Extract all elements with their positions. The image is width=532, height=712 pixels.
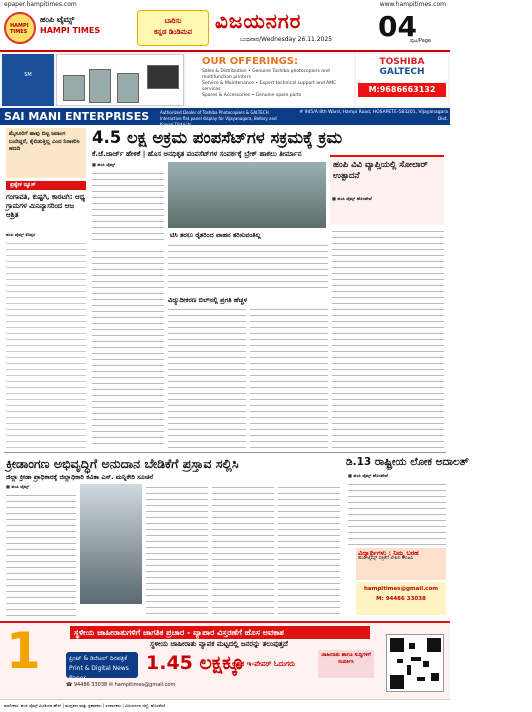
brand-toshiba: TOSHIBA [379, 57, 425, 67]
display-panel-icon [147, 65, 179, 89]
toshiba-brand [356, 54, 448, 106]
print-english: Print & Digital News Paper [69, 665, 129, 682]
lead-body-col2 [92, 248, 164, 448]
lead-body-col1 [92, 170, 164, 244]
promo-contact-box: ಜಾಹೀರಾತು ಹಾಗೂ ಸುದ್ದಿಗಳಿಗೆ ಸಂಪರ್ಕಿಸಿ [318, 650, 374, 678]
brand-galtech: GALTECH [379, 67, 425, 77]
hampi-times-logo [4, 12, 36, 44]
qr-code-icon[interactable] [386, 634, 444, 692]
sports-body-col2 [146, 484, 208, 618]
page-footer: ಮಾಲೀಕರು: ಹಂಪಿ ಟೈಮ್ಸ್ ಮೀಡಿಯಾ ಹೌಸ್ | ಮುದ್ರಕರು ಮತ್ತು ಪ್ರಕಾಶಕರು | ಸಂಪಾದಕರು | ವಿಜಯನಗರ ಜಿಲ್ಲೆ, ಹೊಸಪೇಟೆ [0, 699, 450, 711]
logo-text: HAMPI TIMES [10, 23, 29, 35]
copier-icon [63, 75, 85, 101]
lead-body-col4 [250, 306, 328, 448]
promo-contact[interactable]: ☎ 94486 33038 ✉ hampitimes@gmail.com [66, 682, 176, 688]
tagline-line-2: ಕನ್ನಡ ಡಿಂಡಿಮವ [154, 28, 192, 36]
lead-body-under-photo [168, 242, 328, 292]
promo-headline: ಸ್ಥಳೀಯ ಜಾಹೀರಾತುಗಳಿಗೆ ಜಾಗತಿಕ ಪ್ರಚಾರ - ವ್ಯಾಪಾರ ವಿಸ್ತರಣೆಗೆ ಹೊಸ ಅವಕಾಶ [70, 626, 370, 639]
copier-icon [117, 73, 139, 103]
edition-city: ವಿಜಯನಗರ [215, 9, 302, 33]
lead-headline: 4.5 ಲಕ್ಷ ಅಕ್ರಮ ಪಂಪಸೆಟ್‌ಗಳ ಸಕ್ರಮಕ್ಕೆ ಕ್ರಮ [92, 128, 343, 147]
sports-byline: ■ ಹಂಪಿ ಟೈಮ್ಸ್ [6, 484, 30, 489]
offerings-panel [186, 54, 354, 106]
readership-count: 1.45 ಲಕ್ಷಕ್ಕೂ [146, 652, 245, 674]
promo-subhead: ಸ್ಥಳೀಯ ಜಾಹೀರಾತು ವ್ಯಾಪಕ ಮಟ್ಟದಲ್ಲಿ ಜನರನ್ನು ತಲುಪುತ್ತದೆ [150, 640, 288, 648]
offerings-title: OUR OFFERINGS: [202, 56, 298, 67]
dealer-text: Authorized Dealer of Toshiba Photocopiers & GALTECH Interactive flat panel display for Vijayanagara, Bellary and Koppal Districts [160, 110, 277, 127]
offering-item: Spares & Accessories • Genuine spare parts [202, 93, 302, 98]
contact-email[interactable]: hampitimes@gmail.com [364, 586, 438, 592]
copier-images [56, 54, 184, 106]
contact-box [356, 582, 446, 615]
tagline-line-1: ಬಾರಿಸು [164, 17, 182, 25]
lead-col-heading: ವಿದ್ಯುದೀಕರಣ ಬಿಲ್‌ನಲ್ಲಿ ಪ್ರಗತಿ ಹೆಚ್ಚಳ [168, 296, 248, 304]
side-story-box [330, 155, 444, 225]
section-label: ಪ್ರತ್ಯೇಕ ನ್ಯೂಸ್ [6, 181, 86, 190]
promo-number-one [6, 622, 60, 691]
brand-name [40, 14, 100, 36]
student-writing-box [356, 548, 446, 580]
tagline-box [137, 10, 209, 46]
sports-body-col3 [212, 484, 274, 618]
readership-note: ಅಧಿಕ ಇ-ಪೇಪರ್ ಓದುಗರು [232, 660, 296, 668]
adalat-headline: ಡಿ.13 ರಾಷ್ಟ್ರೀಯ ಲೋಕ ಅದಾಲತ್ [346, 456, 469, 468]
sports-headline: ಕ್ರೀಡಾಂಗಣ ಅಭಿವೃದ್ಧಿಗೆ ಅನುದಾನ ಬೇಡಿಕೆಗೆ ಪ್ರಸ್ತಾವ ಸಲ್ಲಿಸಿ [6, 456, 239, 471]
lead-photo [168, 162, 326, 228]
ad-phone[interactable]: M:9686663132 [358, 83, 446, 97]
brand-kannada: ಹಂಪಿ ಟೈಮ್ಸ್ [40, 15, 75, 24]
lead-photo-caption: ಟಿಸಿ ತರಲು ರೈತರಿಂದ ವಾಹನ ತರಿಸುವಂತಿಲ್ಲ [170, 231, 261, 239]
education-logo: SM [2, 54, 54, 106]
page-label: ಪುಟ/Page [410, 38, 432, 44]
copier-icon [89, 69, 111, 103]
lead-subhead: ಕೆ.ಜೆ.ಜಾರ್ಜ್ ಹೇಳಿಕೆ | ಹೊಸ ಅನಧಿಕೃತ ಪಂಪಸೆಟ್‌ಗಳ ಸಂಪರ್ಕಕ್ಕೆ ಬ್ರೇಕ್ ಹಾಕಲು ತೀರ್ಮಾನ [92, 150, 302, 158]
promo-one-digit: 1 [6, 622, 41, 680]
offering-item: Service & Maintenance • Expert technical support and AMC services [202, 81, 337, 92]
company-address: # 945/A 8th Ward, Hampi Road, HOSAPETE-583201, Vijayanagara Dist. [299, 110, 448, 122]
section-divider [4, 452, 446, 453]
quote-text: ಮೈಸೂರಿಗೆ ಹಾವು ಬಿಟ್ಟ ಜನಾಂಗ ಬಂದಿದ್ದರೆ, ಕೈಬಿಡುತ್ತಿಲ್ಲ ಎಂದ ನಿರಾಕರಿಸಿ ಹಣದಿ [9, 131, 80, 152]
side-story-headline: ಹಂಪಿ ವಿವಿ ವ್ಯಾಪ್ತಿಯಲ್ಲಿ ಸೋಲಾರ್ ಉತ್ಪಾದನೆ [333, 160, 428, 181]
side-byline: ■ ಹಂಪಿ ಟೈಮ್ಸ್ ಹೊಸಪೇಟೆ [332, 196, 372, 201]
brand-english: HAMPI TIMES [40, 26, 101, 35]
left-story-body [6, 240, 86, 448]
adalat-byline: ■ ಹಂಪಿ ಟೈಮ್ಸ್ ಹೊಸಪೇಟೆ [348, 473, 388, 478]
company-name: SAI MANI ENTERPRISES [4, 110, 150, 123]
company-bar [0, 108, 450, 125]
issue-date: ಬುಧವಾರ/Wednesday 26.11.2025 [240, 36, 333, 43]
epaper-url[interactable]: epaper.hampitimes.com [4, 1, 77, 8]
website-url[interactable]: www.hampitimes.com [379, 1, 446, 8]
sports-body-col4 [278, 484, 340, 618]
side-story-body [332, 228, 444, 448]
sports-subhead: ಜಿಲ್ಲಾ ಕ್ರೀಡಾ ಪ್ರಾಧಿಕಾರಕ್ಕೆ ಜಿಲ್ಲಾಧಿಕಾರಿ ಕವಿತಾ ಎಸ್. ಮನ್ನಿಕೇರಿ ಸೂಚನೆ [6, 473, 154, 481]
lead-body-col3 [168, 306, 246, 448]
page-number: 04 [378, 10, 417, 43]
student-box-title: ವಿದ್ಯಾರ್ಥಿಗಳು : ನಿಮ್ಮ ಬರಹ [358, 549, 419, 557]
student-box-text: ಹಂಪಿ ಟೈಮ್ಸ್ ಪತ್ರಿಕೆಗೆ ಲೇಖನ ಕಳುಹಿಸಿ [358, 556, 414, 561]
print-digital-badge [66, 652, 138, 682]
print-kannada: ಪ್ರಿಂಟ್ & ಡಿಜಿಟಲ್ ದಿನಪತ್ರಿಕೆ [69, 655, 128, 662]
contact-mobile[interactable]: M: 94486 33038 [376, 596, 426, 602]
sports-body-col1 [6, 492, 76, 618]
sports-photo [80, 484, 142, 604]
offering-item: Sales & Distribution • Genuine Toshiba photocopiers and multifunction printers [202, 69, 330, 80]
left-story-headline: ಗಂಗಾವತಿ, ಕುಷ್ಟಗಿ, ಕಾರಟಗಿ: ಆಧ್ಯ ಗ್ರಾಮಗಳ ಮಿನಿನ್ಯಾಸರಿಂದ ಆಜ ಆಶ್ರಿತ [6, 193, 86, 219]
lead-byline: ■ ಹಂಪಿ ಟೈಮ್ಸ್ [92, 162, 116, 167]
quote-box [6, 128, 86, 178]
adalat-body [348, 481, 446, 545]
left-byline: ಹಂಪಿ ಟೈಮ್ಸ್ ಕೊಪ್ಪಳ [6, 232, 36, 237]
